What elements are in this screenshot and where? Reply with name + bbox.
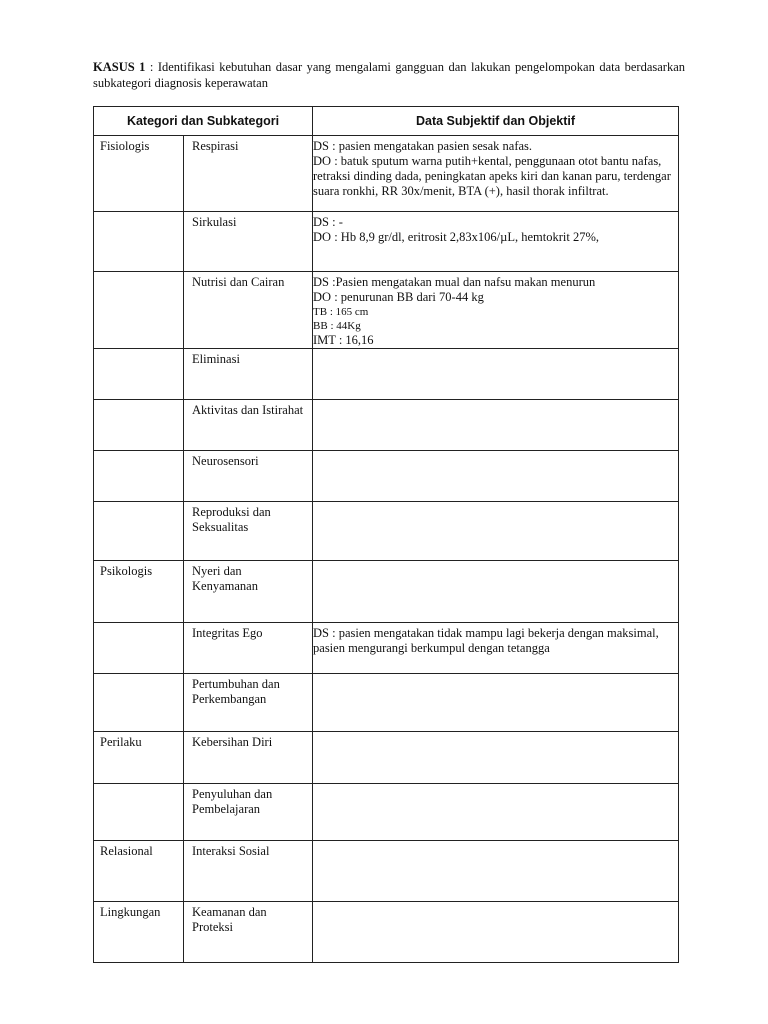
case-instructions [93,59,685,91]
table-row [94,732,679,784]
data-cell [313,732,679,784]
data-line: DS : pasien mengatakan tidak mampu lagi bekerja dengan maksimal, pasien mengurangi berkumpul dengan tetangga [313,626,659,655]
subcategory-cell: Penyuluhan dan Pembelajaran [184,784,313,841]
data-cell [313,674,679,732]
category-cell [94,272,184,349]
data-line: BB : 44Kg [313,320,361,332]
category-cell: Fisiologis [94,136,184,212]
subcategory-cell: Nutrisi dan Cairan [184,272,313,349]
table-row [94,136,679,212]
data-cell [313,623,679,674]
data-line: DS :Pasien mengatakan mual dan nafsu makan menurun [313,275,596,289]
data-cell [313,349,679,400]
subcategory-cell: Kebersihan Diri [184,732,313,784]
header-data: Data Subjektif dan Objektif [313,107,679,136]
assessment-table [93,106,679,963]
category-cell: Relasional [94,841,184,902]
case-label: KASUS 1 [93,60,146,74]
data-cell [313,902,679,963]
table-row [94,400,679,451]
table-row [94,784,679,841]
subcategory-cell: Keamanan dan Proteksi [184,902,313,963]
subcategory-cell: Nyeri dan Kenyamanan [184,561,313,623]
category-cell [94,623,184,674]
subcategory-cell: Eliminasi [184,349,313,400]
category-cell: Perilaku [94,732,184,784]
data-line: IMT : 16,16 [313,333,374,347]
data-line: DO : batuk sputum warna putih+kental, penggunaan otot bantu nafas, retraksi dinding dada, peningkatan apeks kiri dan kanan paru, terdengar suara ronkhi, RR 30x/menit, BTA (+), hasil thorak infiltrat. [313,154,671,198]
subcategory-cell: Aktivitas dan Istirahat [184,400,313,451]
category-cell: Lingkungan [94,902,184,963]
data-cell [313,400,679,451]
category-cell [94,212,184,272]
category-cell [94,451,184,502]
header-category: Kategori dan Subkategori [94,107,313,136]
table-row [94,502,679,561]
table-row [94,272,679,349]
data-cell [313,136,679,212]
subcategory-cell: Sirkulasi [184,212,313,272]
category-cell [94,400,184,451]
subcategory-cell: Integritas Ego [184,623,313,674]
data-cell [313,561,679,623]
table-row [94,451,679,502]
data-cell [313,451,679,502]
data-cell [313,272,679,349]
data-cell [313,502,679,561]
subcategory-cell: Neurosensori [184,451,313,502]
table-row [94,561,679,623]
table-row [94,212,679,272]
category-cell [94,784,184,841]
data-line: DO : penurunan BB dari 70-44 kg [313,290,484,304]
category-cell [94,349,184,400]
table-row [94,674,679,732]
case-text: : Identifikasi kebutuhan dasar yang mengalami gangguan dan lakukan pengelompokan data berdasarkan subkategori diagnosis keperawatan [93,60,685,90]
data-cell [313,212,679,272]
subcategory-cell: Interaksi Sosial [184,841,313,902]
table-row [94,349,679,400]
data-cell [313,841,679,902]
table-header-row [94,107,679,136]
category-cell [94,502,184,561]
data-cell [313,784,679,841]
subcategory-cell: Reproduksi dan Seksualitas [184,502,313,561]
data-line: TB : 165 cm [313,306,369,318]
table-row [94,841,679,902]
data-line: DS : - [313,215,343,229]
subcategory-cell: Respirasi [184,136,313,212]
category-cell: Psikologis [94,561,184,623]
data-line: DS : pasien mengatakan pasien sesak nafas. [313,139,533,153]
table-row [94,902,679,963]
subcategory-cell: Pertumbuhan dan Perkembangan [184,674,313,732]
table-row [94,623,679,674]
data-line: DO : Hb 8,9 gr/dl, eritrosit 2,83x106/µL, hemtokrit 27%, [313,230,600,244]
category-cell [94,674,184,732]
